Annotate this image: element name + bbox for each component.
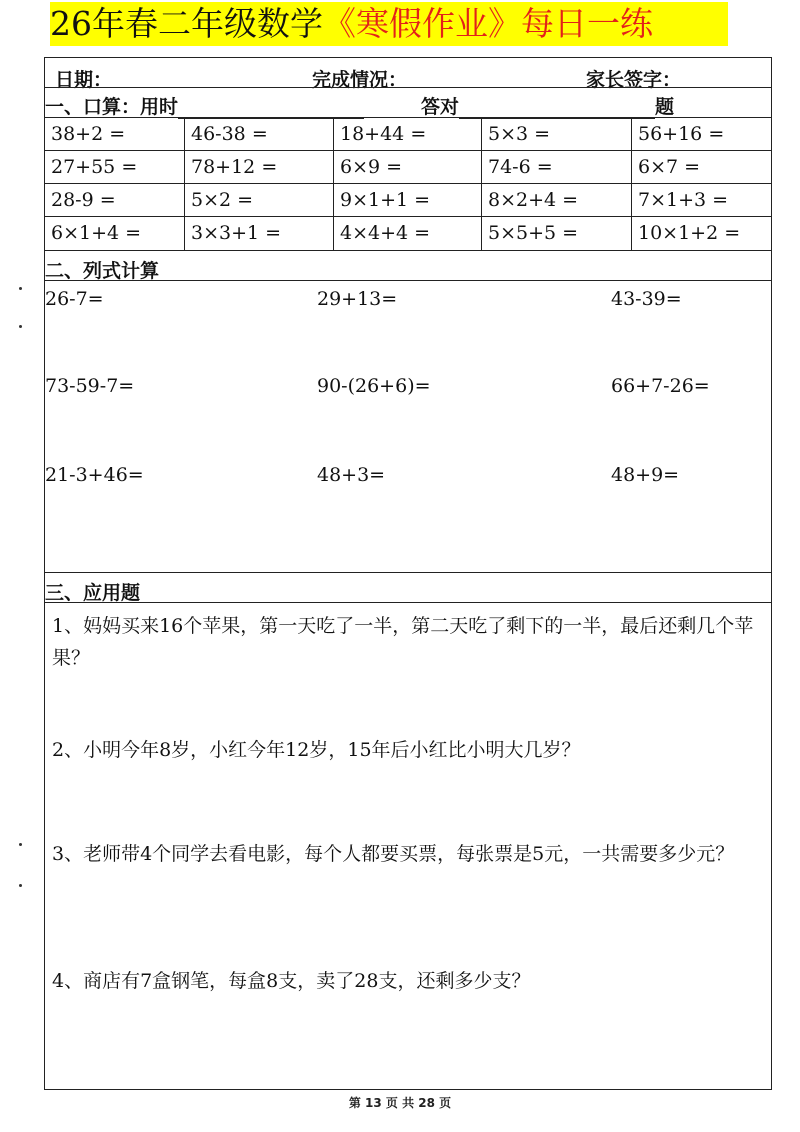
correct-count — [421, 92, 674, 119]
title-grade-subject: 26年春二年级数学 — [50, 4, 323, 43]
calc-cell: 78+12 = — [185, 151, 334, 184]
calc-cell: 5×2 = — [185, 184, 334, 217]
section1-title: 一、口算：用时 — [45, 96, 179, 118]
calc-cell: 8×2+4 = — [482, 184, 632, 217]
expression: 48+9= — [611, 464, 680, 486]
title-daily-practice: 每日一练 — [521, 4, 653, 43]
word-problem: 1、妈妈买来16个苹果，第一天吃了一半，第二天吃了剩下的一半，最后还剩几个苹果？ — [52, 615, 754, 669]
title-homework-name: 《寒假作业》 — [323, 4, 521, 43]
expression: 29+13= — [317, 288, 398, 310]
scan-dot — [19, 884, 22, 887]
expression: 66+7-26= — [611, 375, 710, 397]
divider — [45, 602, 771, 603]
worksheet-title — [50, 2, 728, 46]
completion-label: 完成情况： — [312, 69, 408, 91]
calc-cell: 6×1+4 = — [45, 217, 185, 250]
word-problem: 4、商店有7盒钢笔，每盒8支，卖了28支，还剩多少支？ — [52, 970, 531, 992]
calc-cell: 56+16 = — [632, 118, 772, 151]
calc-cell: 46-38 = — [185, 118, 334, 151]
expression: 26-7= — [45, 288, 104, 310]
calc-cell: 7×1+3 = — [632, 184, 772, 217]
scan-dot — [19, 287, 22, 290]
calc-cell: 27+55 = — [45, 151, 185, 184]
calc-cell: 6×7 = — [632, 151, 772, 184]
calc-cell: 18+44 = — [334, 118, 482, 151]
expression: 21-3+46= — [45, 464, 144, 486]
calc-cell: 5×3 = — [482, 118, 632, 151]
expression: 90-(26+6)= — [317, 375, 431, 397]
section2-heading: 二、列式计算 — [45, 260, 160, 282]
word-problem: 2、小明今年8岁，小红今年12岁，15年后小红比小明大几岁？ — [52, 739, 581, 761]
divider — [45, 87, 771, 88]
calc-cell: 10×1+2 = — [638, 222, 741, 244]
divider — [45, 250, 771, 251]
calc-cell: 4×4+4 = — [334, 217, 482, 250]
expression: 43-39= — [611, 288, 682, 310]
calc-cell: 5×5+5 = — [482, 217, 632, 250]
date-label: 日期： — [55, 69, 113, 91]
section1-heading — [45, 92, 364, 119]
word-problem: 3、老师带4个同学去看电影，每个人都要买票，每张票是5元，一共需要多少元？ — [52, 843, 735, 865]
expression: 48+3= — [317, 464, 386, 486]
calc-cell: 38+2 = — [45, 118, 185, 151]
divider — [45, 572, 771, 573]
calc-cell: 74-6 = — [482, 151, 632, 184]
question-unit: 题 — [655, 96, 675, 118]
oral-calc-grid — [45, 118, 772, 250]
expression: 73-59-7= — [45, 375, 135, 397]
correct-label: 答对 — [421, 96, 460, 118]
calc-cell: 28-9 = — [45, 184, 185, 217]
calc-cell: 6×9 = — [334, 151, 482, 184]
calc-cell: 3×3+1 = — [185, 217, 334, 250]
page-number: 第 13 页 共 28 页 — [348, 1096, 452, 1110]
scan-dot — [19, 843, 22, 846]
calc-cell: 9×1+1 = — [334, 184, 482, 217]
worksheet-sheet — [44, 57, 772, 1090]
divider — [45, 280, 771, 281]
scan-dot — [19, 325, 22, 328]
section3-heading: 三、应用题 — [45, 582, 141, 604]
parent-signature-label: 家长签字： — [586, 69, 682, 91]
